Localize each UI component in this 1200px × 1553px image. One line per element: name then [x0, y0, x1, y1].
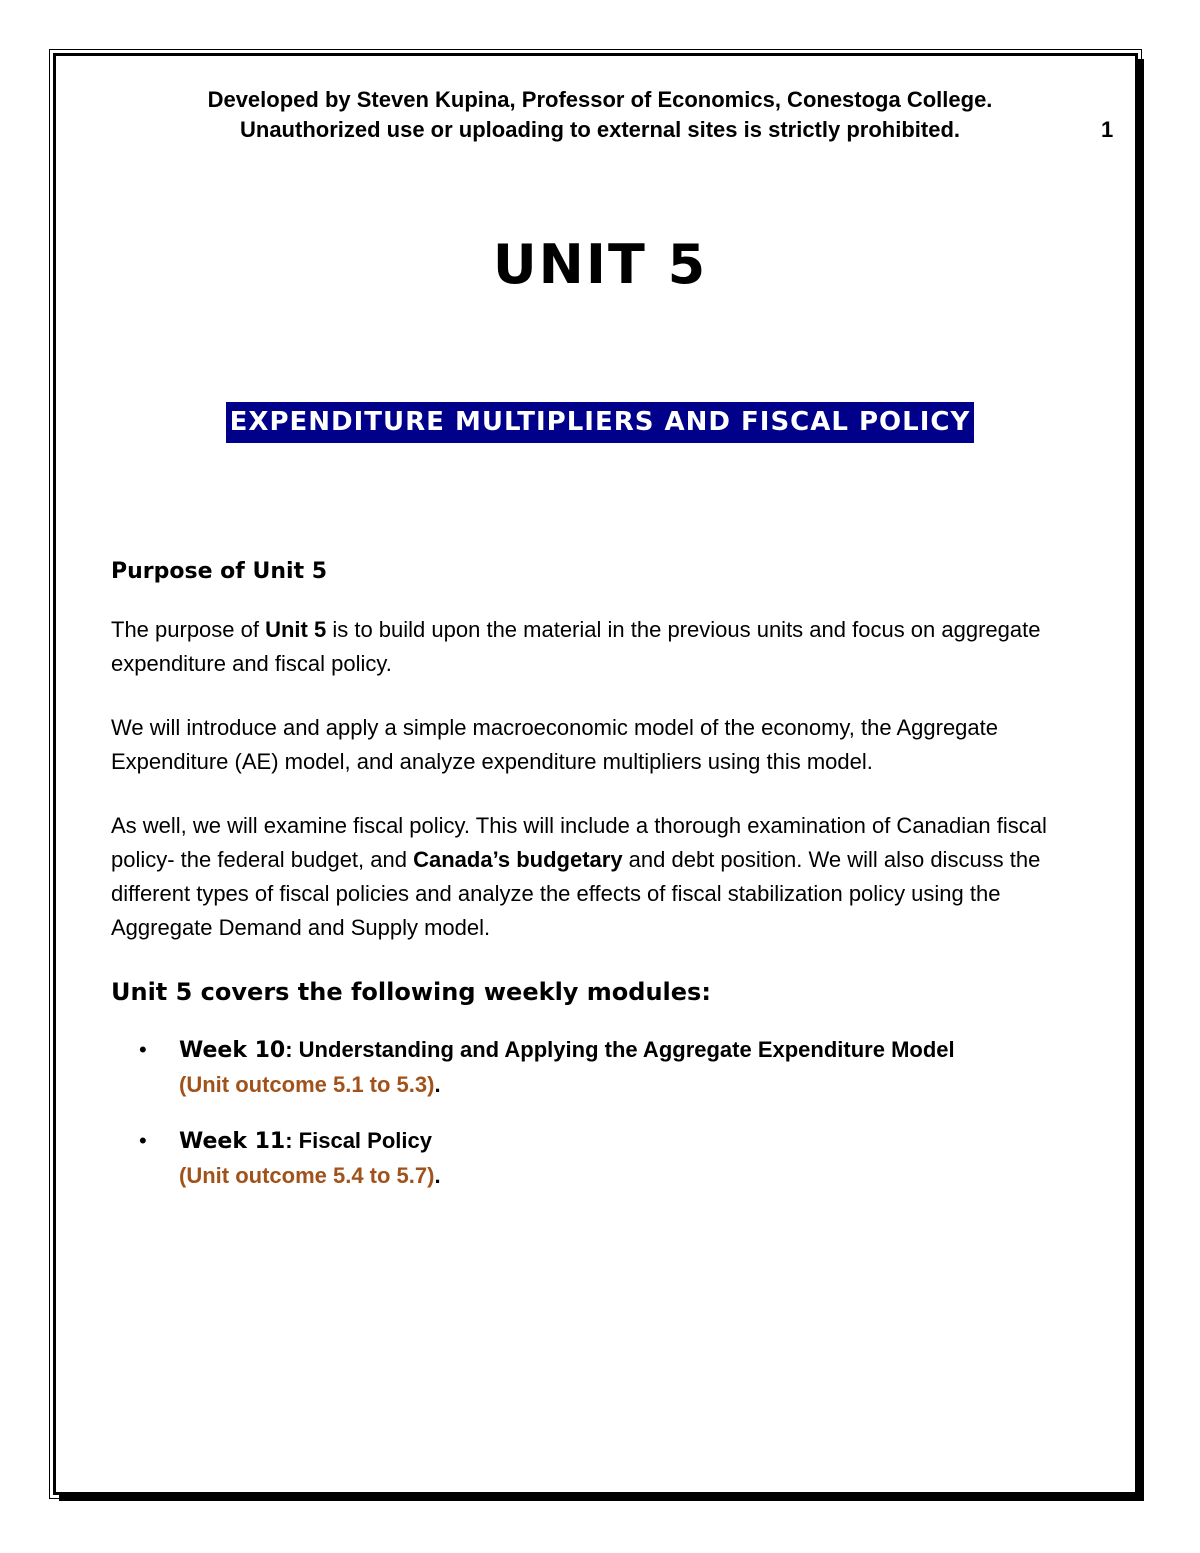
- module-line: [179, 1124, 1101, 1159]
- unit-outcome: (Unit outcome 5.4 to 5.7): [179, 1163, 435, 1188]
- bold-text: Unit 5: [265, 617, 327, 642]
- banner-container: [0, 402, 1200, 443]
- unit-title: UNIT 5: [492, 233, 708, 296]
- purpose-paragraph-2: We will introduce and apply a simple macroeconomic model of the economy, the Aggregate Expenditure (AE) model, and analyze expenditure multipliers using this model.: [111, 715, 998, 774]
- unit-outcome: (Unit outcome 5.1 to 5.3): [179, 1072, 435, 1097]
- purpose-paragraph-3: [111, 809, 1101, 945]
- module-title: : Fiscal Policy: [285, 1128, 432, 1153]
- module-list-item: [111, 1124, 1101, 1193]
- purpose-heading: Purpose of Unit 5: [111, 559, 328, 584]
- purpose-paragraph-1: [111, 613, 1101, 681]
- text: is to build upon the material in the previous units and focus on aggregate expenditure and fiscal policy.: [111, 617, 1041, 676]
- header-notice-line: Unauthorized use or uploading to external sites is strictly prohibited.: [240, 117, 960, 142]
- period: .: [434, 1163, 441, 1188]
- text: The purpose of: [111, 617, 266, 642]
- module-outcome-line: [179, 1159, 1101, 1193]
- bullet-icon: •: [139, 1037, 147, 1062]
- text: As well, we will examine fiscal policy. This will include a thorough examination of Canadian fiscal policy- the federal budget, and: [111, 813, 1047, 872]
- week-label: Week 11: [179, 1129, 286, 1154]
- header-author-line: Developed by Steven Kupina, Professor of Economics, Conestoga College.: [207, 87, 993, 112]
- bold-text: Canada’s budgetary: [413, 847, 623, 872]
- bullet-icon: •: [139, 1128, 147, 1153]
- main-content: [111, 555, 1101, 1215]
- module-line: [179, 1033, 1101, 1068]
- week-label: Week 10: [179, 1038, 286, 1063]
- modules-heading: Unit 5 covers the following weekly modules:: [111, 978, 711, 1006]
- module-title: : Understanding and Applying the Aggregate Expenditure Model: [285, 1037, 955, 1062]
- unit-subtitle-banner: EXPENDITURE MULTIPLIERS AND FISCAL POLICY: [226, 402, 975, 443]
- module-list-item: [111, 1033, 1101, 1102]
- document-header: [80, 85, 1120, 145]
- module-outcome-line: [179, 1068, 1101, 1102]
- page-number: 1: [1101, 117, 1114, 142]
- text: and debt position. We will also discuss the different types of fiscal policies and analyze the effects of fiscal stabilization policy using the Aggregate Demand and Supply model.: [111, 847, 1041, 940]
- period: .: [434, 1072, 441, 1097]
